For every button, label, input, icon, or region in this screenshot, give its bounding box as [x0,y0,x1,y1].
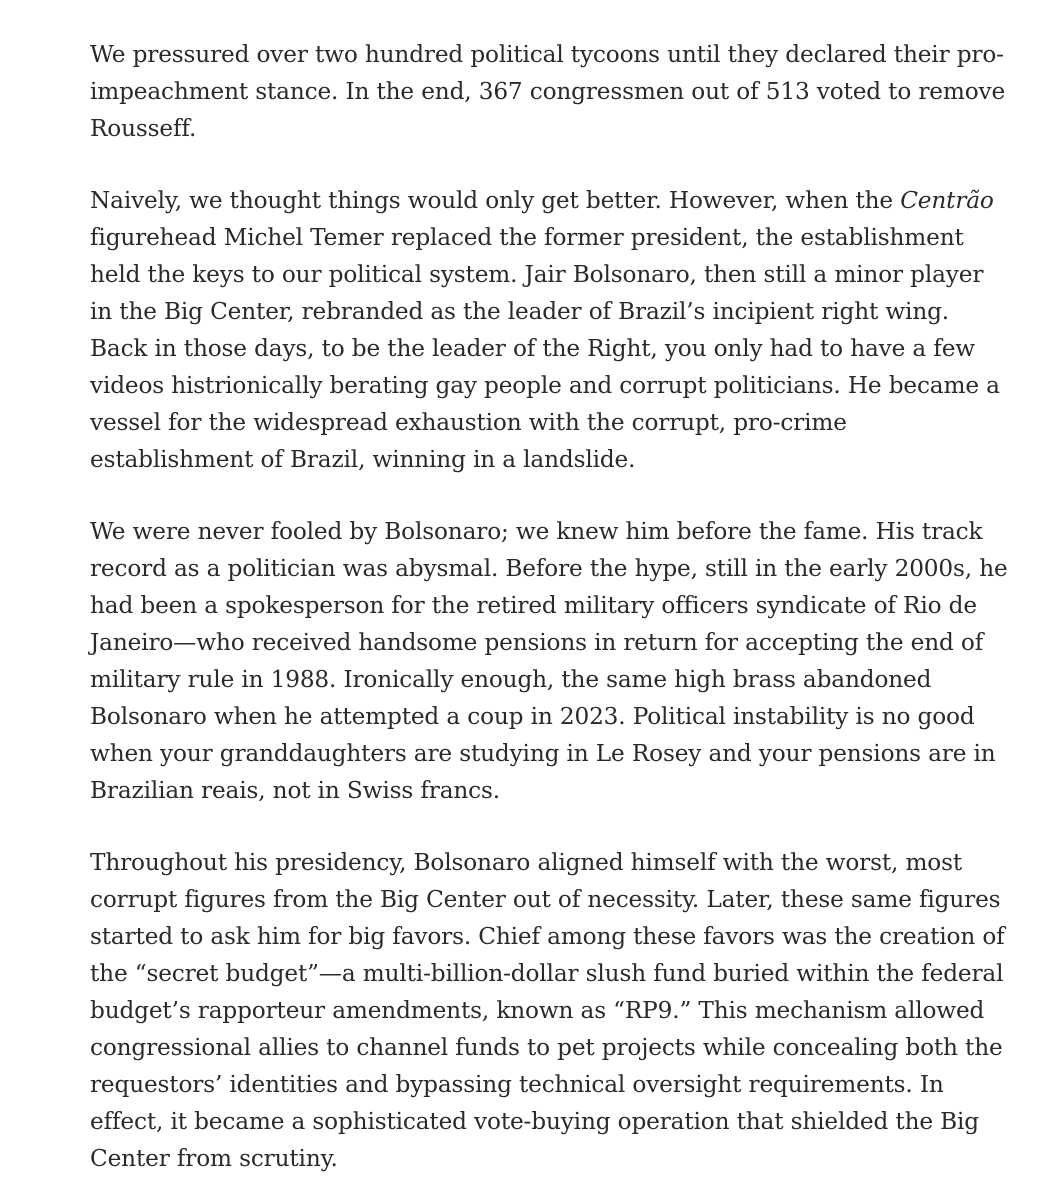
paragraph-2-part-2: figurehead Michel Temer replaced the former president, the establishment held the keys to our political system. Jair Bolsonaro, then still a minor player in the Big Center, rebranded as the leader of Brazil’s incipient right wing. Back in those days, to be the leader of the Right, you only had to have a few videos histrionically berating gay people and corrupt politicians. He became a vessel for the widespread exhaustion with the corrupt, pro-crime establishment of Brazil, winning in a landslide. [90,224,1000,473]
centrao-term: Centrão [900,187,994,214]
paragraph-2 [90,182,1010,478]
article-body [90,36,1010,1177]
paragraph-2-part-1: Naively, we thought things would only get better. However, when the [90,187,901,214]
paragraph-3: We were never fooled by Bolsonaro; we knew him before the fame. His track record as a politician was abysmal. Before the hype, still in the early 2000s, he had been a spokesperson for the retired military officers syndicate of Rio de Janeiro—who received handsome pensions in return for accepting the end of military rule in 1988. Ironically enough, the same high brass abandoned Bolsonaro when he attempted a coup in 2023. Political instability is no good when your granddaughters are studying in Le Rosey and your pensions are in Brazilian reais, not in Swiss francs. [90,518,1008,804]
paragraph-1: We pressured over two hundred political tycoons until they declared their pro-impeachment stance. In the end, 367 congressmen out of 513 voted to remove Rousseff. [90,41,1006,142]
paragraph-4: Throughout his presidency, Bolsonaro aligned himself with the worst, most corrupt figures from the Big Center out of necessity. Later, these same figures started to ask him for big favors. Chief among these favors was the creation of the “secret budget”—a multi-billion-dollar slush fund buried within the federal budget’s rapporteur amendments, known as “RP9.” This mechanism allowed congressional allies to channel funds to pet projects while concealing both the requestors’ identities and bypassing technical oversight requirements. In effect, it became a sophisticated vote-buying operation that shielded the Big Center from scrutiny. [90,849,1005,1172]
